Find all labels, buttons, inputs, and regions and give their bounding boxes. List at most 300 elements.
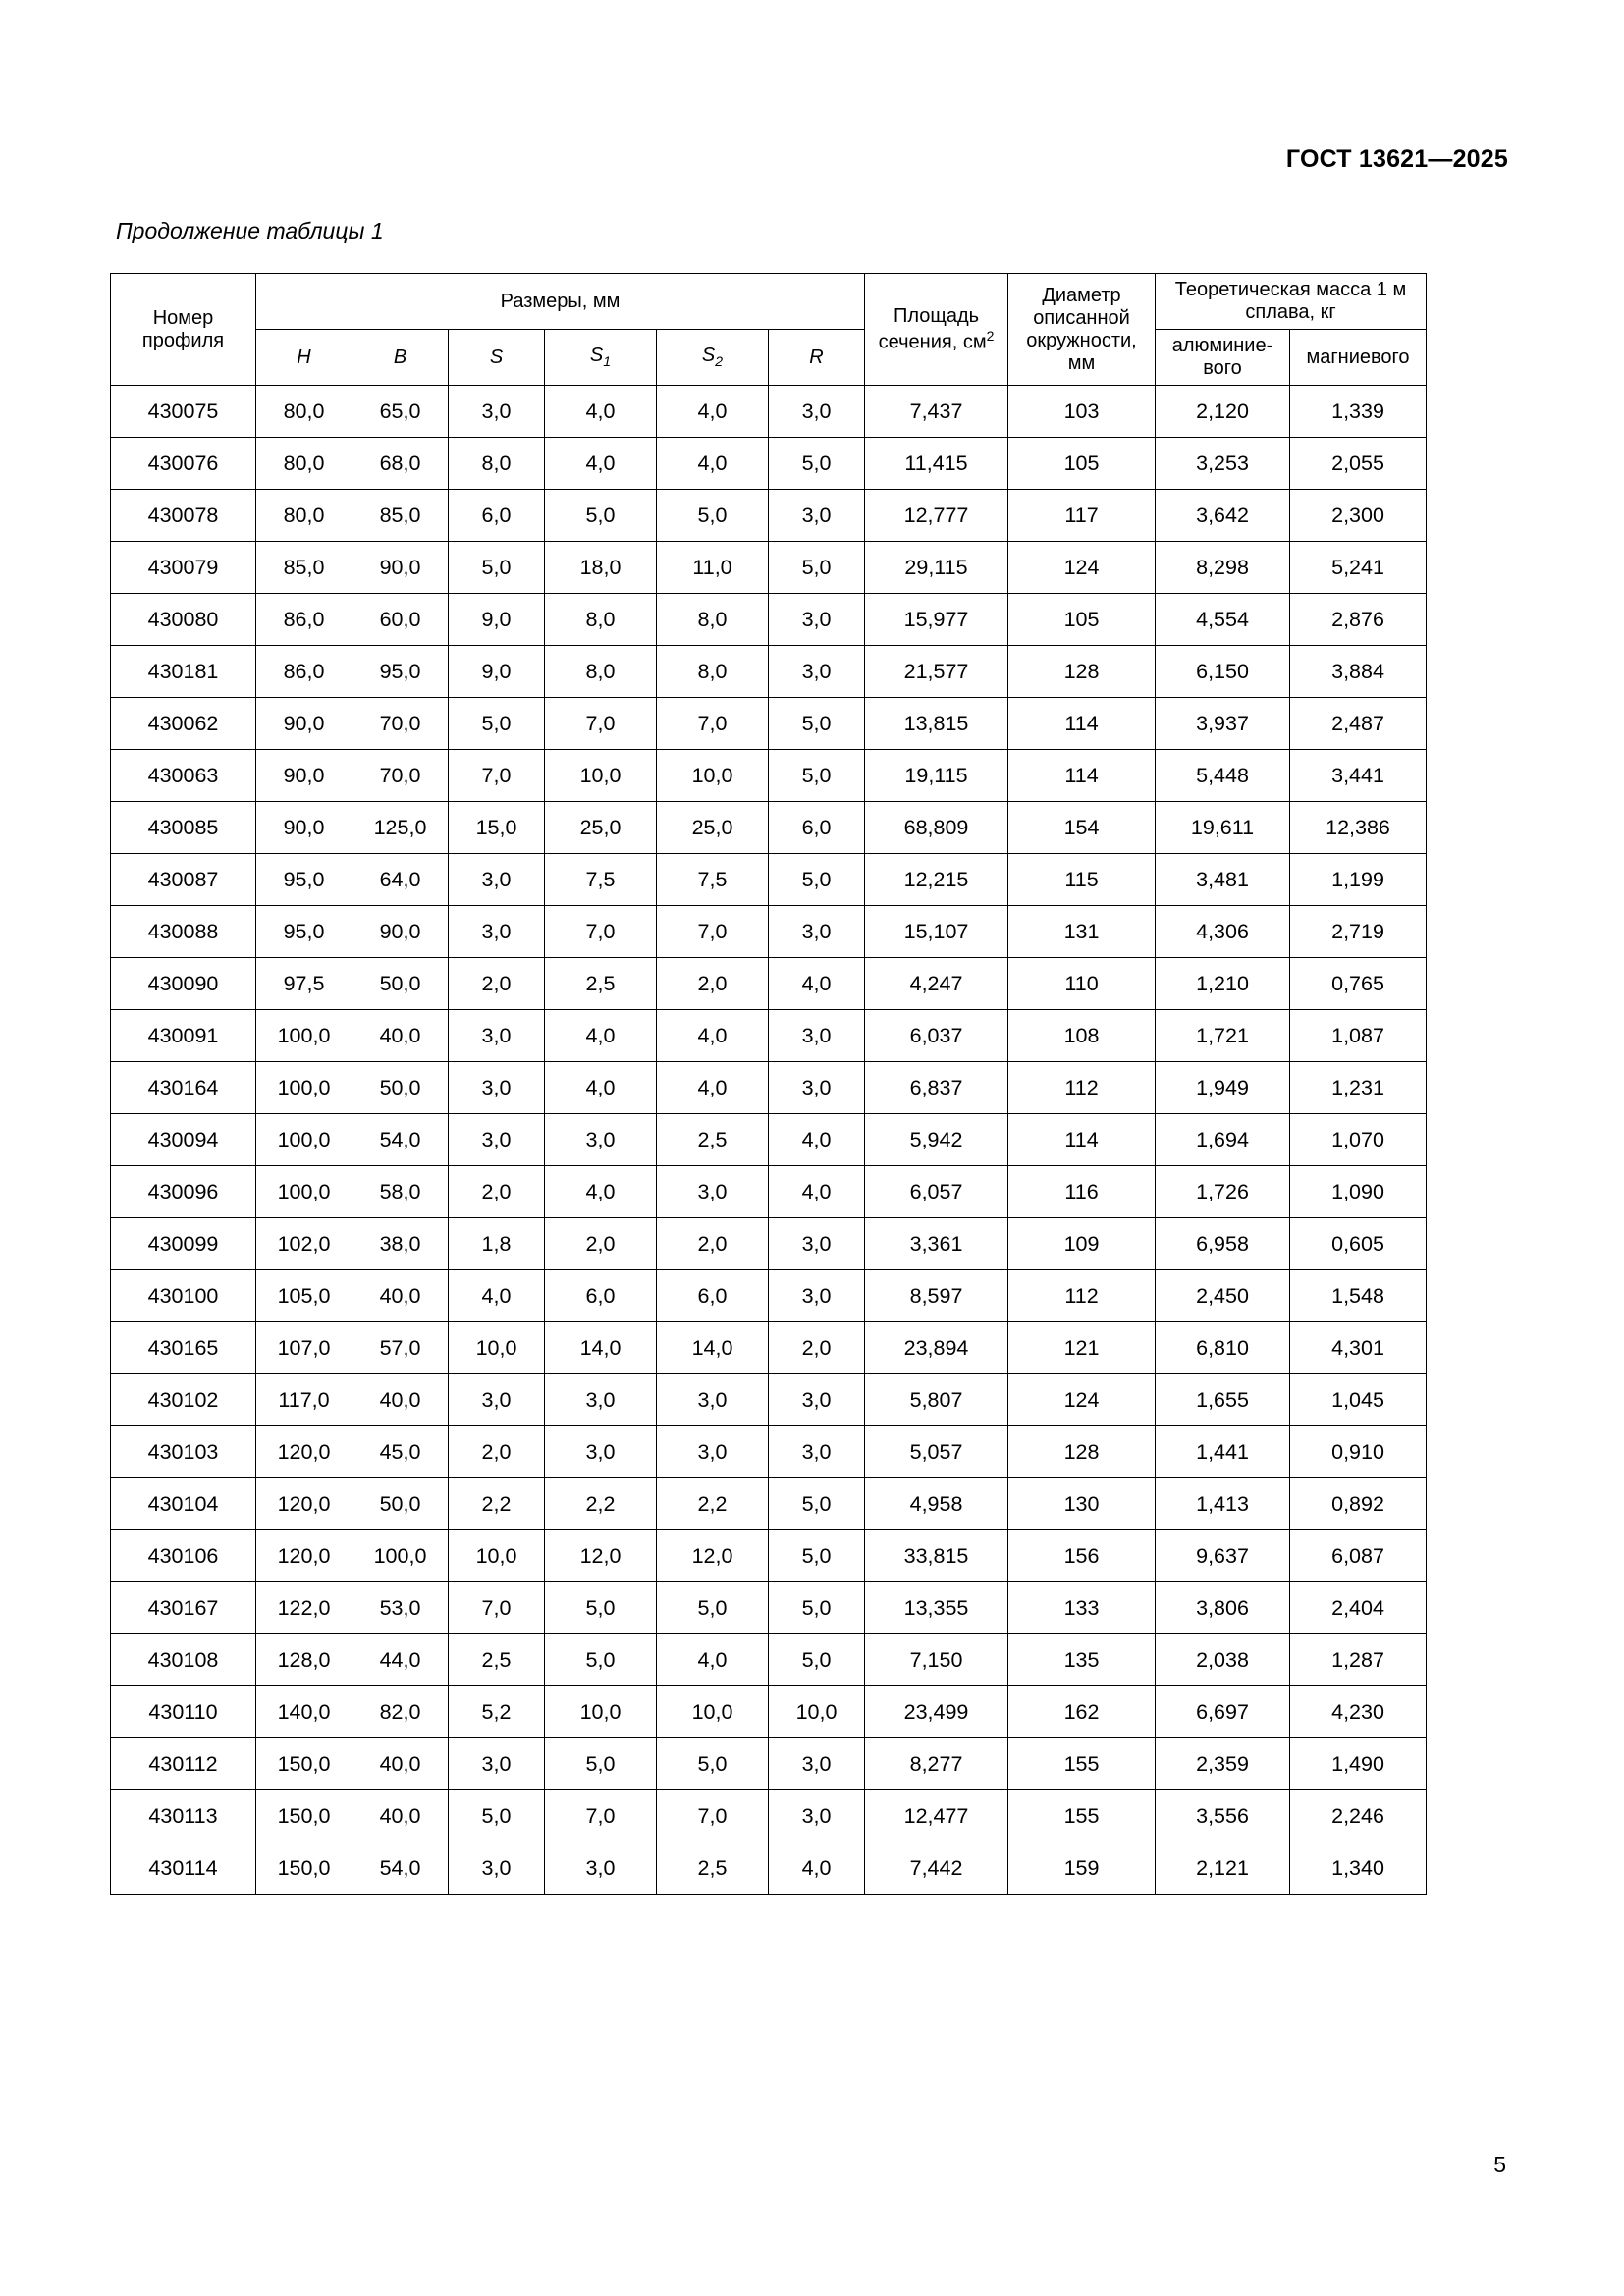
cell-circle-diameter: 162 [1008, 1686, 1156, 1738]
cell-profile-number: 430096 [111, 1166, 256, 1218]
cell-dim-b: 45,0 [352, 1426, 449, 1478]
cell-circle-diameter: 115 [1008, 854, 1156, 906]
cell-profile-number: 430164 [111, 1062, 256, 1114]
cell-dim-s1: 25,0 [545, 802, 657, 854]
header-section-area-sup: 2 [986, 327, 995, 344]
cell-circle-diameter: 128 [1008, 1426, 1156, 1478]
cell-mass-aluminium: 2,038 [1156, 1634, 1290, 1686]
header-s2-index: 2 [715, 353, 724, 370]
cell-dim-s2: 10,0 [657, 1686, 769, 1738]
cell-profile-number: 430103 [111, 1426, 256, 1478]
cell-dim-h: 128,0 [256, 1634, 352, 1686]
cell-section-area: 13,815 [865, 698, 1008, 750]
table-row [111, 594, 1427, 646]
cell-dim-s: 3,0 [449, 1114, 545, 1166]
table-row [111, 802, 1427, 854]
cell-mass-magnesium: 1,087 [1290, 1010, 1427, 1062]
cell-profile-number: 430108 [111, 1634, 256, 1686]
cell-dim-h: 80,0 [256, 438, 352, 490]
cell-dim-h: 85,0 [256, 542, 352, 594]
cell-dim-b: 85,0 [352, 490, 449, 542]
cell-section-area: 12,777 [865, 490, 1008, 542]
cell-dim-s1: 4,0 [545, 1010, 657, 1062]
header-s1-index: 1 [603, 353, 612, 370]
cell-dim-s2: 2,0 [657, 1218, 769, 1270]
cell-dim-h: 90,0 [256, 802, 352, 854]
cell-circle-diameter: 155 [1008, 1790, 1156, 1842]
cell-dim-r: 3,0 [769, 1790, 865, 1842]
header-theoretical-mass: Теоретическая масса 1 м сплава, кг [1156, 274, 1427, 330]
cell-dim-r: 3,0 [769, 1010, 865, 1062]
cell-mass-magnesium: 1,045 [1290, 1374, 1427, 1426]
table-row [111, 1530, 1427, 1582]
cell-dim-s2: 8,0 [657, 594, 769, 646]
cell-dim-s2: 5,0 [657, 490, 769, 542]
cell-dim-s: 5,2 [449, 1686, 545, 1738]
cell-dim-s2: 4,0 [657, 438, 769, 490]
cell-dim-s2: 12,0 [657, 1530, 769, 1582]
cell-section-area: 7,442 [865, 1842, 1008, 1895]
cell-dim-b: 54,0 [352, 1114, 449, 1166]
cell-dim-s2: 2,5 [657, 1842, 769, 1895]
cell-circle-diameter: 130 [1008, 1478, 1156, 1530]
cell-mass-magnesium: 2,246 [1290, 1790, 1427, 1842]
cell-circle-diameter: 114 [1008, 698, 1156, 750]
cell-circle-diameter: 112 [1008, 1062, 1156, 1114]
cell-dim-b: 40,0 [352, 1270, 449, 1322]
cell-dim-b: 64,0 [352, 854, 449, 906]
cell-section-area: 12,215 [865, 854, 1008, 906]
table-row [111, 1218, 1427, 1270]
cell-dim-s: 6,0 [449, 490, 545, 542]
cell-section-area: 23,894 [865, 1322, 1008, 1374]
table-row [111, 1114, 1427, 1166]
table-row [111, 1322, 1427, 1374]
cell-profile-number: 430104 [111, 1478, 256, 1530]
cell-circle-diameter: 128 [1008, 646, 1156, 698]
cell-dim-s1: 14,0 [545, 1322, 657, 1374]
cell-dim-s: 15,0 [449, 802, 545, 854]
cell-dim-b: 95,0 [352, 646, 449, 698]
cell-section-area: 8,277 [865, 1738, 1008, 1790]
cell-mass-magnesium: 1,490 [1290, 1738, 1427, 1790]
cell-dim-s1: 5,0 [545, 1582, 657, 1634]
cell-section-area: 68,809 [865, 802, 1008, 854]
cell-dim-s2: 4,0 [657, 1634, 769, 1686]
cell-circle-diameter: 121 [1008, 1322, 1156, 1374]
cell-dim-h: 97,5 [256, 958, 352, 1010]
cell-section-area: 12,477 [865, 1790, 1008, 1842]
cell-mass-aluminium: 3,253 [1156, 438, 1290, 490]
cell-mass-aluminium: 6,810 [1156, 1322, 1290, 1374]
cell-dim-s2: 8,0 [657, 646, 769, 698]
cell-dim-s: 3,0 [449, 1374, 545, 1426]
cell-dim-s2: 5,0 [657, 1582, 769, 1634]
cell-dim-s2: 7,5 [657, 854, 769, 906]
cell-mass-aluminium: 3,481 [1156, 854, 1290, 906]
cell-mass-aluminium: 1,210 [1156, 958, 1290, 1010]
cell-dim-b: 57,0 [352, 1322, 449, 1374]
cell-dim-s1: 7,0 [545, 1790, 657, 1842]
cell-dim-s1: 2,2 [545, 1478, 657, 1530]
table-row [111, 1270, 1427, 1322]
cell-dim-s1: 12,0 [545, 1530, 657, 1582]
table-row [111, 1738, 1427, 1790]
cell-dim-b: 40,0 [352, 1374, 449, 1426]
cell-circle-diameter: 159 [1008, 1842, 1156, 1895]
cell-section-area: 3,361 [865, 1218, 1008, 1270]
table-header-row-1 [111, 274, 1427, 330]
cell-dim-r: 2,0 [769, 1322, 865, 1374]
cell-dim-b: 68,0 [352, 438, 449, 490]
profiles-table-container [110, 273, 1426, 1895]
cell-profile-number: 430106 [111, 1530, 256, 1582]
cell-section-area: 4,247 [865, 958, 1008, 1010]
cell-circle-diameter: 103 [1008, 386, 1156, 438]
cell-dim-h: 120,0 [256, 1530, 352, 1582]
cell-section-area: 5,942 [865, 1114, 1008, 1166]
header-section-area-text: Площадь сечения, см [878, 304, 987, 353]
cell-dim-s2: 7,0 [657, 906, 769, 958]
cell-dim-s1: 7,0 [545, 698, 657, 750]
table-row [111, 646, 1427, 698]
cell-section-area: 5,057 [865, 1426, 1008, 1478]
cell-dim-b: 50,0 [352, 958, 449, 1010]
cell-circle-diameter: 154 [1008, 802, 1156, 854]
cell-section-area: 6,837 [865, 1062, 1008, 1114]
cell-dim-r: 3,0 [769, 646, 865, 698]
cell-section-area: 13,355 [865, 1582, 1008, 1634]
cell-dim-s1: 3,0 [545, 1842, 657, 1895]
cell-dim-s: 3,0 [449, 1010, 545, 1062]
cell-dim-s1: 5,0 [545, 490, 657, 542]
cell-profile-number: 430091 [111, 1010, 256, 1062]
cell-dim-b: 40,0 [352, 1738, 449, 1790]
cell-dim-r: 5,0 [769, 1582, 865, 1634]
cell-dim-s1: 10,0 [545, 750, 657, 802]
cell-mass-magnesium: 1,340 [1290, 1842, 1427, 1895]
cell-circle-diameter: 114 [1008, 750, 1156, 802]
cell-dim-s: 7,0 [449, 1582, 545, 1634]
cell-dim-b: 65,0 [352, 386, 449, 438]
cell-dim-h: 122,0 [256, 1582, 352, 1634]
cell-mass-aluminium: 8,298 [1156, 542, 1290, 594]
cell-dim-h: 120,0 [256, 1478, 352, 1530]
cell-circle-diameter: 133 [1008, 1582, 1156, 1634]
cell-dim-b: 40,0 [352, 1010, 449, 1062]
cell-mass-magnesium: 5,241 [1290, 542, 1427, 594]
cell-dim-h: 90,0 [256, 698, 352, 750]
cell-dim-s: 2,5 [449, 1634, 545, 1686]
table-row [111, 1582, 1427, 1634]
cell-dim-h: 100,0 [256, 1166, 352, 1218]
cell-section-area: 7,150 [865, 1634, 1008, 1686]
cell-dim-s1: 2,5 [545, 958, 657, 1010]
header-s1-letter: S [589, 345, 604, 367]
cell-dim-s1: 18,0 [545, 542, 657, 594]
cell-dim-s: 10,0 [449, 1530, 545, 1582]
cell-profile-number: 430113 [111, 1790, 256, 1842]
cell-mass-magnesium: 2,300 [1290, 490, 1427, 542]
cell-dim-b: 70,0 [352, 750, 449, 802]
cell-dim-r: 3,0 [769, 1062, 865, 1114]
cell-mass-magnesium: 1,548 [1290, 1270, 1427, 1322]
cell-mass-magnesium: 0,605 [1290, 1218, 1427, 1270]
cell-section-area: 8,597 [865, 1270, 1008, 1322]
cell-mass-aluminium: 1,441 [1156, 1426, 1290, 1478]
cell-dim-s1: 6,0 [545, 1270, 657, 1322]
cell-mass-aluminium: 3,806 [1156, 1582, 1290, 1634]
cell-section-area: 15,107 [865, 906, 1008, 958]
cell-section-area: 33,815 [865, 1530, 1008, 1582]
cell-dim-s: 8,0 [449, 438, 545, 490]
cell-profile-number: 430080 [111, 594, 256, 646]
cell-dim-s1: 2,0 [545, 1218, 657, 1270]
cell-dim-r: 4,0 [769, 1842, 865, 1895]
cell-circle-diameter: 117 [1008, 490, 1156, 542]
cell-mass-aluminium: 6,150 [1156, 646, 1290, 698]
cell-dim-b: 60,0 [352, 594, 449, 646]
cell-mass-magnesium: 1,231 [1290, 1062, 1427, 1114]
cell-dim-h: 105,0 [256, 1270, 352, 1322]
cell-dim-b: 90,0 [352, 906, 449, 958]
cell-dim-b: 44,0 [352, 1634, 449, 1686]
cell-dim-s1: 4,0 [545, 438, 657, 490]
table-row [111, 854, 1427, 906]
cell-mass-aluminium: 2,120 [1156, 386, 1290, 438]
cell-circle-diameter: 155 [1008, 1738, 1156, 1790]
cell-circle-diameter: 110 [1008, 958, 1156, 1010]
cell-profile-number: 430076 [111, 438, 256, 490]
table-caption: Продолжение таблицы 1 [116, 218, 384, 243]
cell-dim-s2: 4,0 [657, 1010, 769, 1062]
cell-dim-s2: 5,0 [657, 1738, 769, 1790]
cell-dim-h: 150,0 [256, 1738, 352, 1790]
table-row [111, 1010, 1427, 1062]
cell-circle-diameter: 108 [1008, 1010, 1156, 1062]
cell-dim-b: 100,0 [352, 1530, 449, 1582]
cell-dim-s2: 4,0 [657, 386, 769, 438]
cell-dim-s2: 7,0 [657, 1790, 769, 1842]
cell-mass-aluminium: 2,359 [1156, 1738, 1290, 1790]
cell-mass-magnesium: 3,441 [1290, 750, 1427, 802]
cell-mass-magnesium: 2,719 [1290, 906, 1427, 958]
cell-mass-aluminium: 4,554 [1156, 594, 1290, 646]
cell-circle-diameter: 124 [1008, 542, 1156, 594]
cell-mass-magnesium: 2,876 [1290, 594, 1427, 646]
cell-dim-h: 140,0 [256, 1686, 352, 1738]
cell-mass-magnesium: 6,087 [1290, 1530, 1427, 1582]
cell-dim-h: 95,0 [256, 906, 352, 958]
cell-mass-magnesium: 1,070 [1290, 1114, 1427, 1166]
table-row [111, 386, 1427, 438]
cell-mass-aluminium: 3,556 [1156, 1790, 1290, 1842]
cell-circle-diameter: 156 [1008, 1530, 1156, 1582]
cell-profile-number: 430099 [111, 1218, 256, 1270]
cell-dim-r: 5,0 [769, 854, 865, 906]
table-row [111, 1634, 1427, 1686]
cell-profile-number: 430110 [111, 1686, 256, 1738]
header-r: R [769, 330, 865, 386]
cell-dim-s: 3,0 [449, 386, 545, 438]
cell-dim-b: 70,0 [352, 698, 449, 750]
table-row [111, 1790, 1427, 1842]
cell-section-area: 11,415 [865, 438, 1008, 490]
cell-mass-magnesium: 12,386 [1290, 802, 1427, 854]
table-row [111, 1426, 1427, 1478]
header-section-area [865, 274, 1008, 386]
cell-dim-s: 3,0 [449, 1062, 545, 1114]
cell-circle-diameter: 105 [1008, 438, 1156, 490]
table-row [111, 1374, 1427, 1426]
cell-dim-h: 90,0 [256, 750, 352, 802]
header-s2-letter: S [701, 345, 716, 367]
cell-profile-number: 430181 [111, 646, 256, 698]
cell-section-area: 21,577 [865, 646, 1008, 698]
profiles-table [110, 273, 1427, 1895]
cell-profile-number: 430088 [111, 906, 256, 958]
cell-section-area: 4,958 [865, 1478, 1008, 1530]
table-row [111, 438, 1427, 490]
cell-mass-magnesium: 0,892 [1290, 1478, 1427, 1530]
cell-section-area: 23,499 [865, 1686, 1008, 1738]
cell-dim-r: 3,0 [769, 386, 865, 438]
cell-mass-magnesium: 4,301 [1290, 1322, 1427, 1374]
cell-mass-magnesium: 0,910 [1290, 1426, 1427, 1478]
cell-mass-aluminium: 6,697 [1156, 1686, 1290, 1738]
cell-mass-aluminium: 4,306 [1156, 906, 1290, 958]
cell-dim-s: 9,0 [449, 594, 545, 646]
cell-mass-aluminium: 1,694 [1156, 1114, 1290, 1166]
cell-dim-h: 117,0 [256, 1374, 352, 1426]
cell-dim-s: 7,0 [449, 750, 545, 802]
cell-dim-b: 58,0 [352, 1166, 449, 1218]
header-magnesium: магниевого [1290, 330, 1427, 386]
cell-dim-s1: 7,5 [545, 854, 657, 906]
cell-dim-s2: 4,0 [657, 1062, 769, 1114]
cell-mass-magnesium: 2,055 [1290, 438, 1427, 490]
cell-dim-s: 1,8 [449, 1218, 545, 1270]
cell-dim-s2: 11,0 [657, 542, 769, 594]
table-header-row-2 [111, 330, 1427, 386]
cell-dim-b: 38,0 [352, 1218, 449, 1270]
cell-dim-r: 3,0 [769, 1218, 865, 1270]
table-row [111, 958, 1427, 1010]
cell-dim-s1: 10,0 [545, 1686, 657, 1738]
cell-dim-h: 100,0 [256, 1010, 352, 1062]
cell-dim-s: 3,0 [449, 1842, 545, 1895]
cell-mass-aluminium: 19,611 [1156, 802, 1290, 854]
cell-dim-h: 100,0 [256, 1062, 352, 1114]
table-row [111, 1842, 1427, 1895]
cell-dim-r: 4,0 [769, 958, 865, 1010]
header-circle-diameter: Диаметр описанной окружности, мм [1008, 274, 1156, 386]
cell-profile-number: 430090 [111, 958, 256, 1010]
cell-dim-r: 3,0 [769, 490, 865, 542]
cell-dim-r: 3,0 [769, 906, 865, 958]
cell-profile-number: 430087 [111, 854, 256, 906]
cell-dim-r: 3,0 [769, 594, 865, 646]
cell-profile-number: 430167 [111, 1582, 256, 1634]
cell-mass-magnesium: 1,287 [1290, 1634, 1427, 1686]
header-s: S [449, 330, 545, 386]
cell-dim-s: 2,2 [449, 1478, 545, 1530]
cell-profile-number: 430078 [111, 490, 256, 542]
table-row [111, 906, 1427, 958]
table-body [111, 386, 1427, 1895]
cell-dim-s2: 7,0 [657, 698, 769, 750]
table-head [111, 274, 1427, 386]
cell-dim-b: 82,0 [352, 1686, 449, 1738]
cell-dim-r: 4,0 [769, 1166, 865, 1218]
cell-dim-r: 6,0 [769, 802, 865, 854]
cell-dim-r: 5,0 [769, 438, 865, 490]
cell-dim-s: 3,0 [449, 854, 545, 906]
cell-profile-number: 430094 [111, 1114, 256, 1166]
cell-profile-number: 430112 [111, 1738, 256, 1790]
cell-dim-h: 80,0 [256, 490, 352, 542]
cell-dim-s1: 3,0 [545, 1374, 657, 1426]
table-row [111, 698, 1427, 750]
cell-profile-number: 430075 [111, 386, 256, 438]
cell-mass-aluminium: 3,937 [1156, 698, 1290, 750]
cell-profile-number: 430165 [111, 1322, 256, 1374]
cell-dim-s2: 10,0 [657, 750, 769, 802]
cell-dim-s: 5,0 [449, 698, 545, 750]
cell-dim-s2: 2,5 [657, 1114, 769, 1166]
cell-mass-aluminium: 1,655 [1156, 1374, 1290, 1426]
header-s2 [657, 330, 769, 386]
cell-mass-aluminium: 1,726 [1156, 1166, 1290, 1218]
cell-dim-h: 86,0 [256, 646, 352, 698]
cell-dim-r: 5,0 [769, 542, 865, 594]
cell-dim-s1: 8,0 [545, 646, 657, 698]
cell-mass-aluminium: 6,958 [1156, 1218, 1290, 1270]
cell-mass-aluminium: 1,413 [1156, 1478, 1290, 1530]
cell-circle-diameter: 116 [1008, 1166, 1156, 1218]
cell-dim-b: 54,0 [352, 1842, 449, 1895]
cell-dim-h: 80,0 [256, 386, 352, 438]
cell-dim-r: 10,0 [769, 1686, 865, 1738]
cell-mass-magnesium: 3,884 [1290, 646, 1427, 698]
cell-dim-r: 5,0 [769, 1530, 865, 1582]
cell-mass-magnesium: 0,765 [1290, 958, 1427, 1010]
cell-section-area: 6,057 [865, 1166, 1008, 1218]
cell-mass-magnesium: 2,404 [1290, 1582, 1427, 1634]
cell-dim-s2: 3,0 [657, 1374, 769, 1426]
cell-dim-h: 102,0 [256, 1218, 352, 1270]
table-row [111, 542, 1427, 594]
table-row [111, 1062, 1427, 1114]
cell-dim-h: 120,0 [256, 1426, 352, 1478]
cell-dim-s2: 2,0 [657, 958, 769, 1010]
cell-profile-number: 430079 [111, 542, 256, 594]
cell-circle-diameter: 109 [1008, 1218, 1156, 1270]
cell-dim-s1: 3,0 [545, 1426, 657, 1478]
cell-dim-s: 2,0 [449, 958, 545, 1010]
cell-profile-number: 430100 [111, 1270, 256, 1322]
cell-mass-aluminium: 5,448 [1156, 750, 1290, 802]
cell-dim-s: 10,0 [449, 1322, 545, 1374]
cell-dim-b: 40,0 [352, 1790, 449, 1842]
cell-dim-s1: 3,0 [545, 1114, 657, 1166]
cell-mass-aluminium: 9,637 [1156, 1530, 1290, 1582]
cell-dim-b: 50,0 [352, 1478, 449, 1530]
cell-dim-h: 150,0 [256, 1842, 352, 1895]
cell-circle-diameter: 124 [1008, 1374, 1156, 1426]
cell-dim-b: 50,0 [352, 1062, 449, 1114]
cell-circle-diameter: 105 [1008, 594, 1156, 646]
